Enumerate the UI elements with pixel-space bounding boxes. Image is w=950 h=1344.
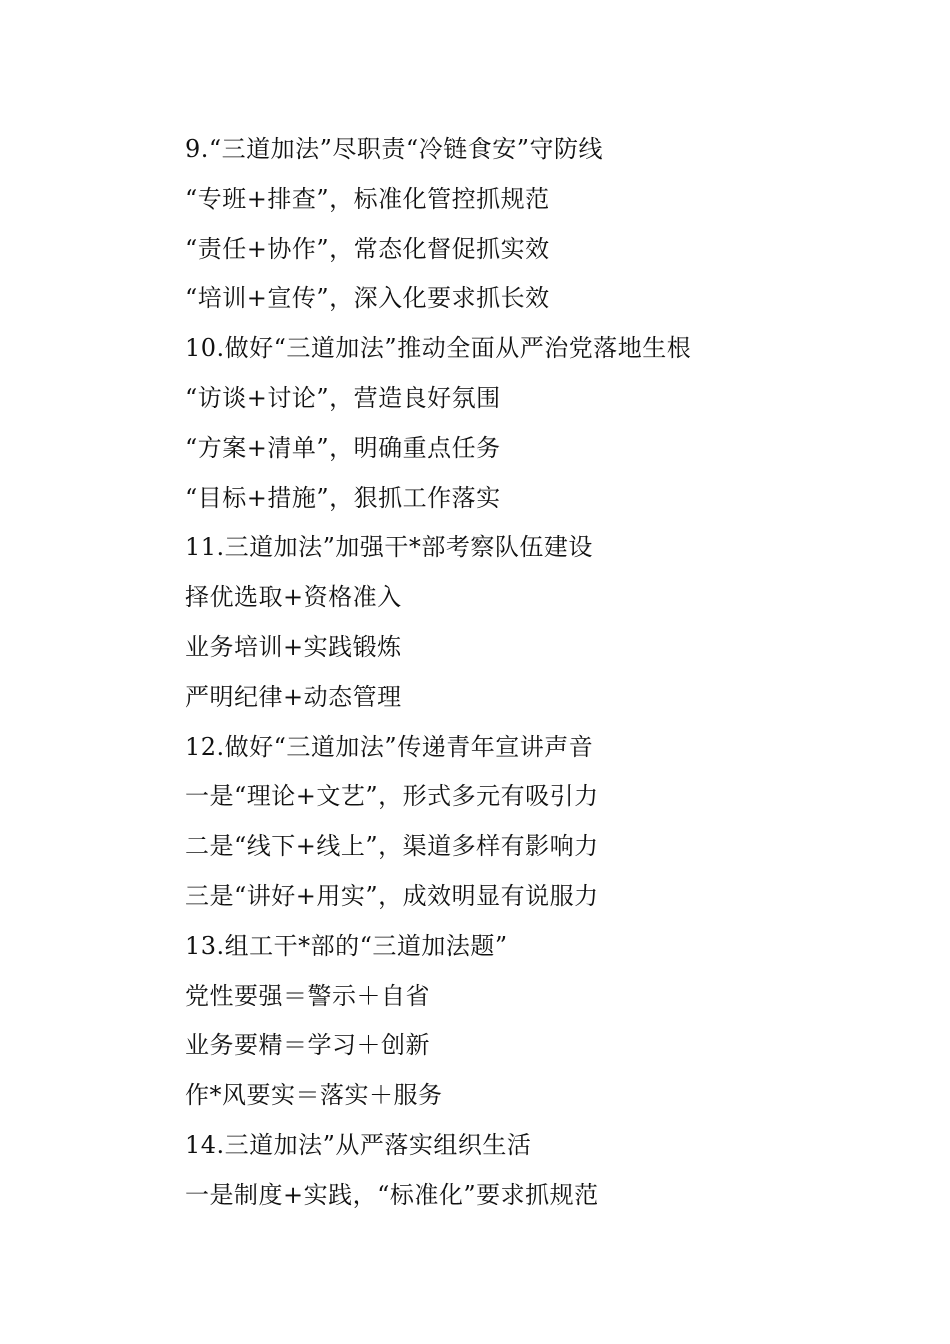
text-line: 业务培训+实践锻炼 (185, 632, 402, 661)
text-line: 择优选取+资格准入 (185, 583, 402, 612)
text-line: “目标+措施”，狠抓工作落实 (185, 483, 501, 512)
text-line: “专班+排查”，标准化管控抓规范 (185, 184, 550, 213)
text-line: “责任+协作”，常态化督促抓实效 (185, 234, 550, 263)
text-line: 一是“理论+文艺”，形式多元有吸引力 (185, 782, 599, 811)
text-line: 党性要强＝警示＋自省 (185, 981, 430, 1010)
text-line: 二是“线下+线上”，渠道多样有影响力 (185, 832, 599, 861)
heading-13: 13.组工干*部的“三道加法题” (185, 931, 508, 960)
text-line: 严明纪律+动态管理 (185, 682, 402, 711)
text-line: “方案+清单”，明确重点任务 (185, 433, 501, 462)
heading-10: 10.做好“三道加法”推动全面从严治党落地生根 (185, 334, 692, 363)
heading-9: 9.“三道加法”尽职责“冷链食安”守防线 (185, 135, 603, 163)
text-line: “访谈+讨论”，营造良好氛围 (185, 383, 501, 412)
heading-14: 14.三道加法”从严落实组织生活 (185, 1130, 532, 1159)
heading-11: 11.三道加法”加强干*部考察队伍建设 (185, 533, 593, 562)
text-line: 一是制度+实践，“标准化”要求抓规范 (185, 1180, 599, 1209)
heading-12: 12.做好“三道加法”传递青年宣讲声音 (185, 732, 594, 761)
text-line: 作*风要实＝落实＋服务 (185, 1081, 443, 1110)
text-line: “培训+宣传”，深入化要求抓长效 (185, 284, 550, 313)
text-line: 业务要精＝学习＋创新 (185, 1031, 430, 1060)
document-body (185, 125, 885, 1221)
text-line: 三是“讲好+用实”，成效明显有说服力 (185, 881, 599, 910)
